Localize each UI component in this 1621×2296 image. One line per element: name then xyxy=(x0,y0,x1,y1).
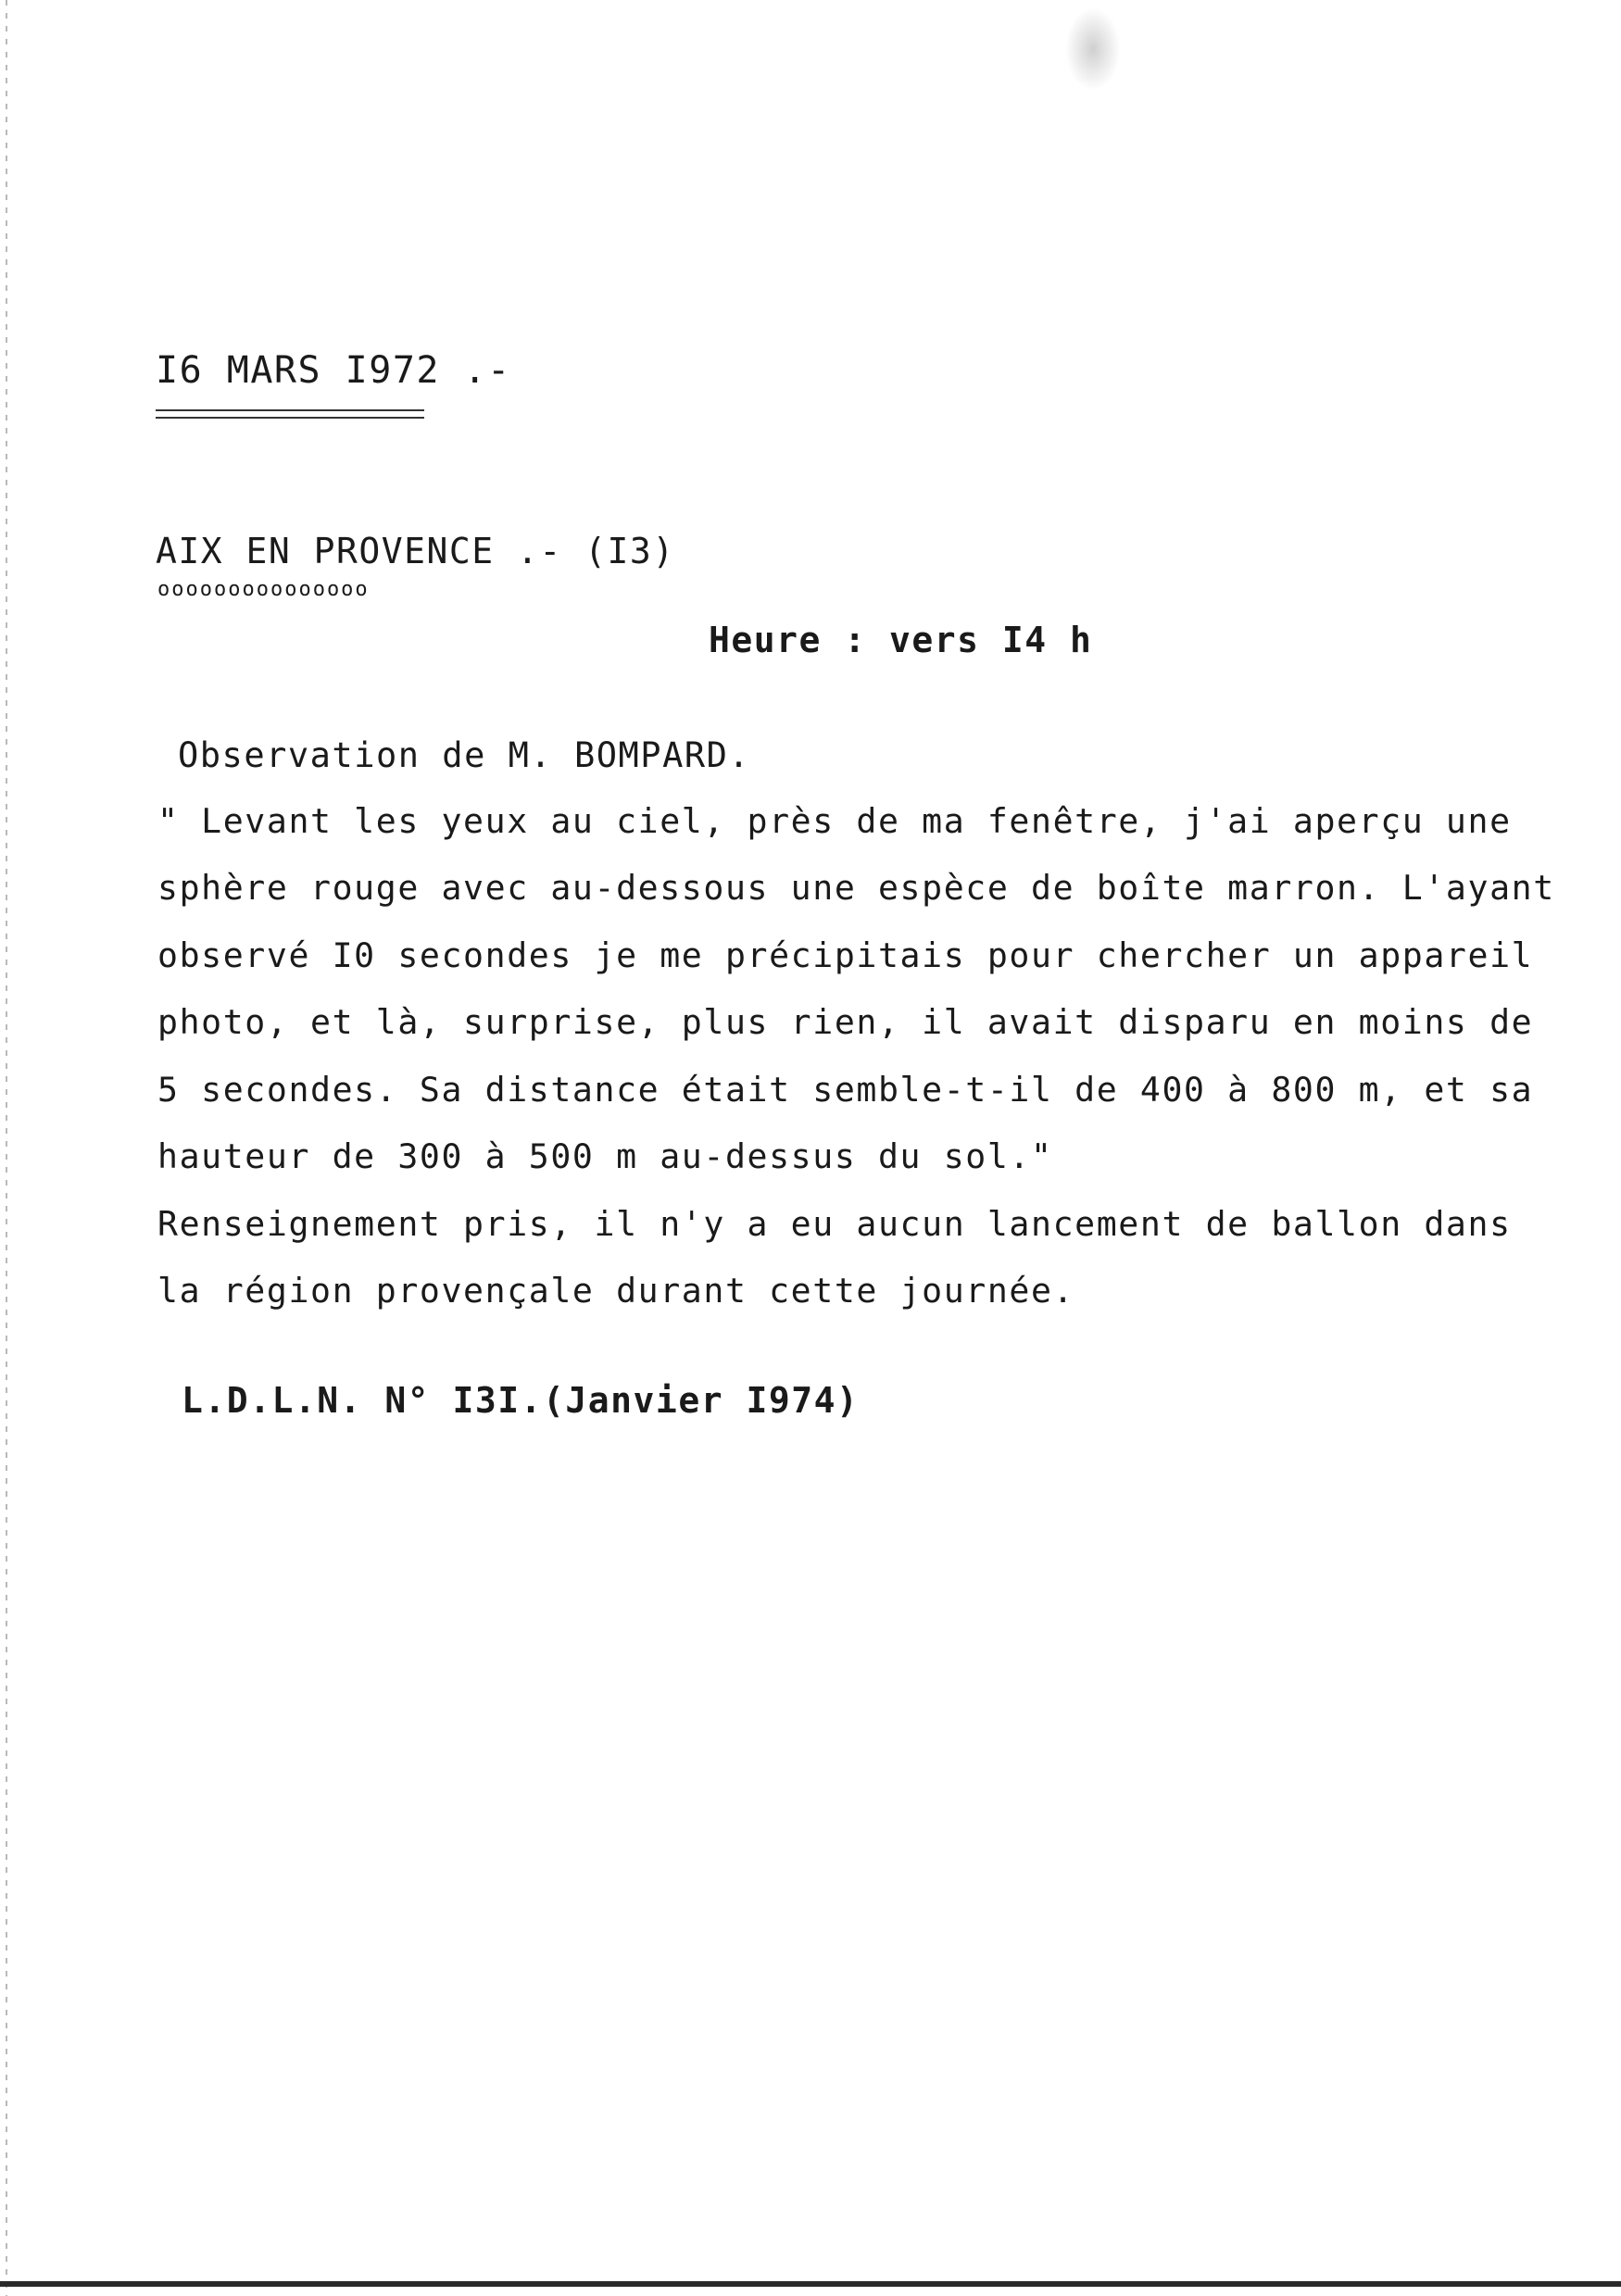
observer-heading: Observation de M. BOMPARD. xyxy=(178,735,751,775)
scan-bottom-edge xyxy=(0,2281,1621,2287)
date-double-underline xyxy=(156,409,424,419)
source-reference: L.D.L.N. N° I3I.(Janvier I974) xyxy=(182,1380,860,1421)
observation-time: Heure : vers I4 h xyxy=(709,620,1093,660)
testimony-line: photo, et là, surprise, plus rien, il avait disparu en moins de xyxy=(157,1002,1534,1042)
inquiry-line: Renseignement pris, il n'y a eu aucun lancement de ballon dans xyxy=(157,1204,1512,1244)
testimony-line: 5 secondes. Sa distance était semble-t-il de 400 à 800 m, et sa xyxy=(157,1070,1534,1110)
testimony-line: observé I0 secondes je me précipitais pour chercher un appareil xyxy=(157,935,1534,975)
testimony-line: " Levant les yeux au ciel, près de ma fenêtre, j'ai aperçu une xyxy=(157,801,1512,841)
report-date: I6 MARS I972 .- xyxy=(156,349,511,392)
report-location: AIX EN PROVENCE .- (I3) xyxy=(156,531,675,571)
testimony-line: hauteur de 300 à 500 m au-dessus du sol." xyxy=(157,1136,1053,1176)
scan-smudge xyxy=(1065,7,1121,91)
location-underline: ooooooooooooooo xyxy=(157,578,370,601)
scan-left-edge xyxy=(6,0,7,2296)
testimony-line: sphère rouge avec au-dessous une espèce de boîte marron. L'ayant xyxy=(157,868,1555,908)
inquiry-line: la région provençale durant cette journée. xyxy=(157,1271,1075,1311)
